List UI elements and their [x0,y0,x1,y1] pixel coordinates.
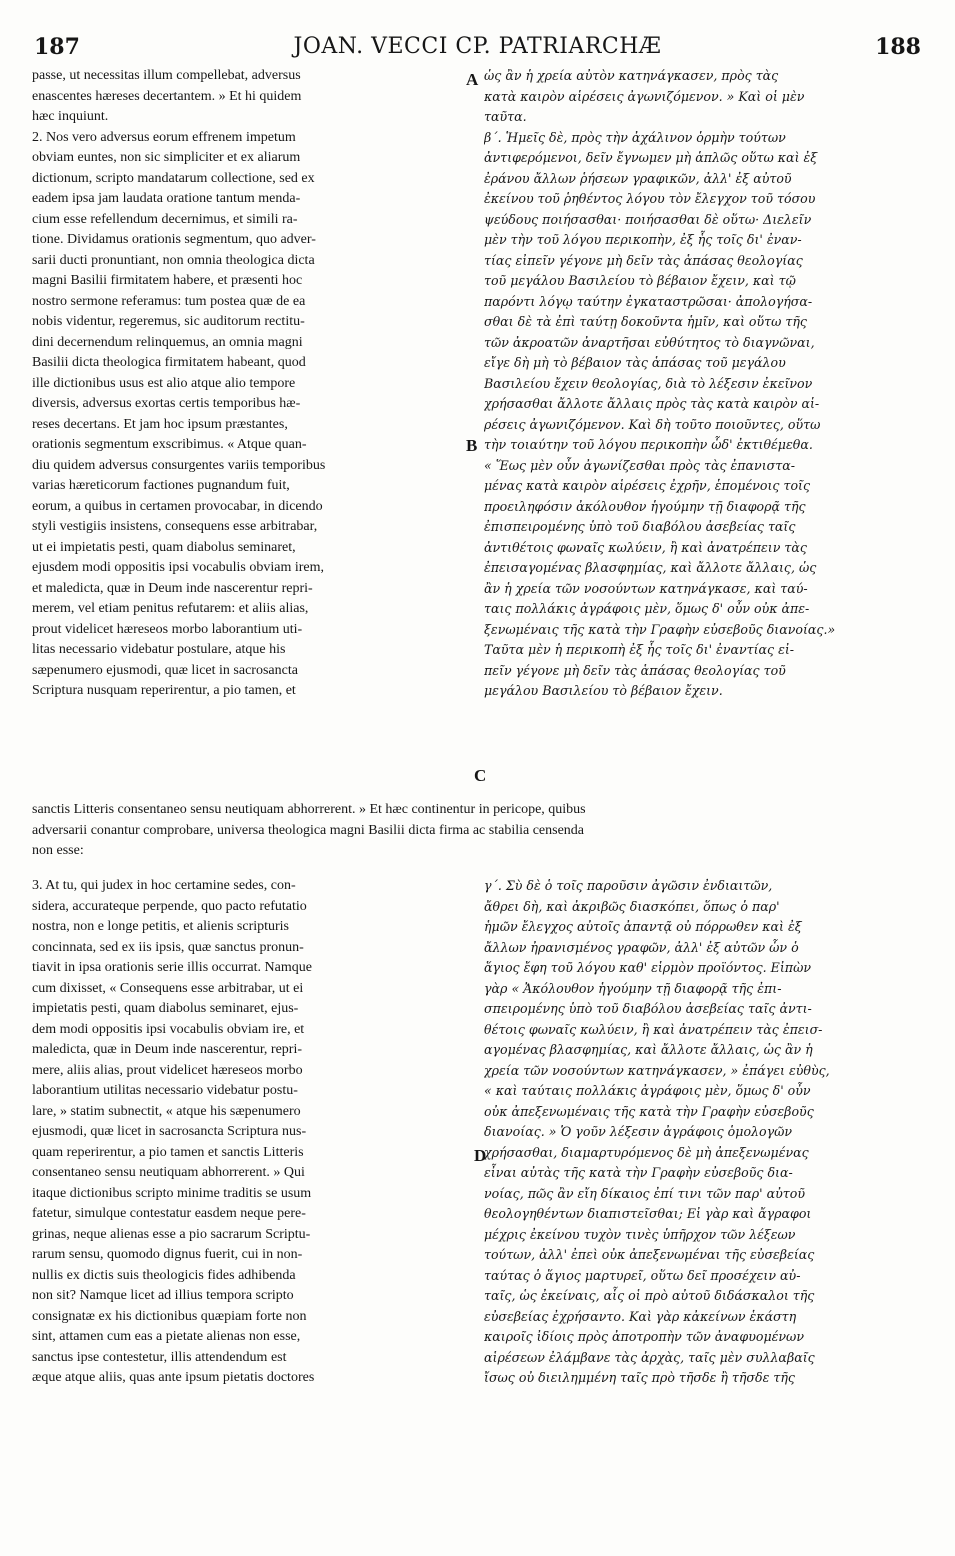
latin-text-line: tione. Dividamus orationis segmentum, quo adver- [32,232,316,247]
latin-text-line: reses decertans. Et jam hoc ipsum præstantes, [32,416,288,432]
latin-text-line: diversis, adversus exortas certis temporibus hæ- [32,396,301,411]
greek-text-line: μέχρις ἐκείνου τυχὸν τινὲς ὑπῆρχον τῶν λέξεων [484,1226,796,1242]
greek-text-line: αἱρέσεων ἐλάμβανε τὰς ἀρχὰς, ταῖς μὲν συλλαβαῖς [484,1349,815,1365]
greek-text-line: ἄθρει δὴ, καὶ ἀκριβῶς διασκόπει, ὅπως ὁ παρ' [484,898,780,914]
margin-letter-a: A [466,70,479,89]
greek-text-line: ρέσεις ἀγωνιζόμενον. Καὶ δὴ τοῦτο ποιοῦντες, οὕτω [484,416,821,432]
greek-text-line: προειληφόσιν ἀκόλουθον ἡγούμην τῇ διαφορᾷ τῆς [484,498,806,514]
greek-text-line: εἴγε δὴ μὴ τὸ βέβαιον τὰς ἁπάσας τοῦ μεγάλου [484,355,786,370]
latin-text-line: ejusdem modi oppositis ipsi vocabulis obviam irem, [32,560,325,575]
latin-text-line: fatetur, simulque contestatur easdem neque pere- [32,1206,306,1221]
greek-text-line: ἀντιθέτοις φωναῖς κωλύειν, ἢ καὶ ἀνατρέπειν τὰς [484,539,807,555]
greek-text-line: ταις πολλάκις ἀγράφοις μὲν, ὅμως δ' οὖν οὐκ ἀπε- [484,601,810,616]
latin-text-line: itaque dictionibus scripto minime traditis se usum [32,1185,312,1201]
latin-text-line: sint, attamen cum eas a pietate alienas non esse, [32,1329,301,1344]
latin-text-line: cium esse refellendum decernimus, et simili ra- [32,211,298,227]
latin-text-line: hæc inquiunt. [32,109,109,124]
latin-text-line: diu quidem adversus consurgentes variis temporibus [32,457,326,473]
latin-text-line: varias hæreticorum factiones pugnandum fuit, [32,478,290,493]
latin-text-line: nostro sermone referamus: tum postea quæ de ea [32,293,306,309]
latin-text-line: nullis ex dictis suis theologicis fides adhibenda [32,1267,296,1283]
latin-text-line: dini decernendum relinquemus, an omnia magni [32,334,303,350]
latin-text-line: non esse: [32,843,84,858]
greek-text-line: μεγάλου Βασιλείου τὸ βέβαιον ἔχειν. [484,683,723,698]
greek-text-line: τῶν ἀκροατῶν ἀναρτῆσαι εὐθύτητος τὸ διαγνῶναι, [484,334,815,350]
latin-text-line: cum dixisset, « Consequens esse arbitrabar, ut ei [32,980,304,996]
latin-column-top [32,66,474,702]
greek-text-line: ὡς ἂν ἡ χρεία αὐτὸν κατηνάγκασεν, πρὸς τὰς [484,68,779,83]
latin-text-line: consentaneo sensu neutiquam abhorrerent. » Qui [32,1165,305,1180]
greek-text-line: παρόντι λόγῳ ταύτην ἐγκαταστρῶσαι· ἀπολογήσα- [484,293,813,309]
greek-text-line: διανοίας. » Ὁ γοῦν λέξεσιν ἀγράφοις ὁμολογῶν [484,1124,793,1139]
greek-text-line: ἀντιφερόμενοι, δεῖν ἔγνωμεν μὴ ἁπλῶς οὕτω καὶ ἐξ [484,150,818,165]
greek-text-line: ἐκείνου τοῦ ῥηθέντος λόγου τὸν ἔλεγχον τοῦ τόσου [484,191,816,206]
latin-text-line: orationis segmentum exscribimus. « Atque quan- [32,437,307,452]
latin-text-line: dem modi oppositis ipsi vocabulis obviam ire, et [32,1021,305,1037]
latin-text-line: concinnata, sed ex iis ipsis, quæ sanctus pronun- [32,939,304,955]
latin-text-line: quam reperirentur, a pio tamen et sanctis Litteris [32,1144,304,1160]
latin-text-line: nobis videntur, regeremus, sic auditorum rectitu- [32,314,305,329]
page-number-left: 187 [34,34,80,60]
greek-text-line: τούτων, ἀλλ' ἐπεὶ οὐκ ἀπεξενωμέναι τῆς εὐσεβείας [484,1247,815,1262]
latin-text-line: sarii ducti pronuntiant, non omnia theologica dicta [32,252,315,268]
greek-column-bottom [484,876,926,1389]
latin-text-line: magni Basilii firmitatem habere, et præsenti hoc [32,273,303,288]
greek-text-line: Ταῦτα μὲν ἡ περικοπὴ ἐξ ἧς τοῖς δι' ἐναντίας εἰ- [484,642,795,657]
latin-text-line: eorum, a quibus in certamen provocabar, in dicendo [32,498,323,514]
latin-text-line: æque atque aliis, quas ante ipsum pietatis doctores [32,1370,315,1385]
latin-text-line: lare, » statim subnectit, « atque his sæpenumero [32,1103,301,1119]
latin-text-line: obviam euntes, non sic simpliciter et ex aliarum [32,150,301,165]
latin-text-line: passe, ut necessitas illum compellebat, adversus [32,68,301,83]
latin-text-line: nostra, non e longe petitis, et alienis scripturis [32,919,290,934]
latin-text-line: sæpenumero ejusmodi, quæ licet in sacrosancta [32,662,298,678]
latin-text-line: eadem ipsa jam laudata oratione tantum menda- [32,191,301,206]
greek-text-line: σπειρομένης ὑπὸ τοῦ διαβόλου ἀσεβείας ταῖς ἀντι- [484,1001,812,1016]
greek-text-line: ταῦτα. [484,109,527,124]
latin-text-line: ejusmodi, quæ licet in sacrosancta Scriptura nus- [32,1124,307,1139]
latin-text-line: maledicta, quæ in Deum inde nascerentur, repri- [32,1042,303,1057]
latin-text-line: 3. At tu, qui judex in hoc certamine sedes, con- [32,878,296,893]
latin-text-line: 2. Nos vero adversus eorum effrenem impetum [32,129,296,145]
greek-text-line: ἐπισπειρομένης ὑπὸ τοῦ διαβόλου ἀσεβείας ταῖς [484,519,796,534]
margin-letter-b: B [466,436,478,455]
greek-text-line: χρήσασθαι ἄλλοτε ἄλλαις πρὸς τὰς κατὰ καιρὸν αἱ- [484,396,820,411]
greek-text-line: ταύτας ὁ ἅγιος μαρτυρεῖ, οὕτω δεῖ προσέχειν αὐ- [484,1267,801,1283]
margin-letter-d: D [474,1146,487,1165]
latin-text-line: Basilii dicta theologica firmitatem habeant, quod [32,355,306,370]
greek-text-line: ψεύδους ποιήσασθαι· ποιήσασθαι δὲ οὕτω· Διελεῖν [484,211,812,227]
latin-text-line: sanctis Litteris consentaneo sensu neutiquam abhorrerent. » Et hæc continentur in pericope, quibus [32,802,586,817]
latin-text-line: enascentes hæreses decertantem. » Et hi quidem [32,88,302,104]
greek-text-line: ἡμῶν ἔλεγχος αὐτοῖς ἀπαντᾷ οὐ πόρρωθεν καὶ ἐξ [484,919,802,934]
greek-text-line: « Ἕως μὲν οὖν ἀγωνίζεσθαι πρὸς τὰς ἐπανιστα- [484,457,795,473]
page-header [30,34,925,64]
greek-text-line: β΄. Ἡμεῖς δὲ, πρὸς τὴν ἀχάλινον ὁρμὴν τούτων [484,129,786,145]
latin-column-bottom [32,876,474,1389]
greek-text-line: τοῦ μεγάλου Βασιλείου τὸ βέβαιον ἔχειν, καὶ τῷ [484,273,796,288]
latin-text-line: non sit? Namque licet ad illius tempora scripto [32,1288,294,1303]
latin-text-line: sidera, accurateque perpende, quo pacto refutatio [32,898,307,914]
latin-text-line: tiavit in ipsa orationis serie illis occurrat. Namque [32,960,312,975]
greek-text-line: οὐκ ἀπεξενωμέναις τῆς κατὰ τὴν Γραφὴν εὐσεβοῦς [484,1103,814,1119]
greek-text-line: « καὶ ταύταις πολλάκις ἀγράφοις μὲν, ὅμως δ' οὖν [484,1083,811,1098]
latin-text-line: mere, aliis alias, prout videlicet hæreseos morbo [32,1062,303,1078]
full-width-text [32,800,924,862]
greek-text-line: γ΄. Σὺ δὲ ὁ τοῖς παροῦσιν ἀγῶσιν ἐνδιαιτῶν, [484,878,773,893]
greek-text-line: πεῖν γέγονε μὴ δεῖν τὰς ἁπάσας θεολογίας τοῦ [484,662,786,678]
latin-text-line: ille dictionibus usus est alio atque alio tempore [32,375,296,391]
latin-text-line: prout videlicet hæreseos morbo laborantium uti- [32,621,303,637]
latin-text-line: rarum sensu, quomodo dignus fuerit, cui in non- [32,1247,303,1262]
greek-text-line: ταῖς, ὡς ἐκείναις, αἷς οἱ πρὸ αὐτοῦ διδάσκαλοι τῆς [484,1288,815,1303]
greek-text-line: ἴσως οὐ διειλημμένη ταῖς πρὸ τῆσδε ἢ τῆσδε τῆς [484,1370,795,1385]
latin-text-line: sanctus ipse contestetur, illis attendendum est [32,1349,287,1365]
latin-text-line: et maledicta, quæ in Deum inde nascerentur repri- [32,580,313,596]
greek-text-line: θεολογηθέντων διαπιστεῖσθαι; Εἰ γὰρ καὶ ἄγραφοι [484,1206,812,1221]
latin-text-line: impietatis pesti, quam diabolus seminaret, ejus- [32,1001,299,1016]
greek-text-line: ξενωμέναις τῆς κατὰ τὴν Γραφὴν εὐσεβοῦς διανοίας.» [484,621,836,637]
greek-text-line: ἐπεισαγομένας βλασφημίας, καὶ ἄλλοτε ἄλλαις, ὡς [484,560,817,575]
greek-text-line: θέτοις φωναῖς κωλύειν, ἢ καὶ ἀνατρέπειν τὰς ἐπεισ- [484,1021,823,1037]
greek-text-line: εἶναι αὐτὰς τῆς κατὰ τὴν Γραφὴν εὐσεβοῦς δια- [484,1165,793,1180]
greek-text-line: χρεία τῶν νοσούντων κατηνάγκασεν, » ἐπάγει εὐθὺς, [484,1062,830,1078]
page-number-right: 188 [875,34,921,60]
latin-text-line: Scriptura nusquam reperirentur, a pio tamen, et [32,683,296,698]
greek-text-line: καιροῖς ἰδίοις πρὸς ἀποτροπὴν τῶν ἀναφυομένων [484,1329,804,1344]
greek-text-line: ἂν ἡ χρεία τῶν νοσούντων κατηνάγκασε, καὶ ταύ- [484,580,808,596]
greek-column-top [484,66,926,702]
greek-text-line: ἄλλων ἠρανισμένος γραφῶν, ἀλλ' ἐξ αὐτῶν ὧν ὁ [484,939,799,955]
greek-text-line: μένας κατὰ καιρὸν αἱρέσεις ἐχρῆν, ἑπομένοις τοῖς [484,478,811,493]
greek-text-line: Βασιλείου ἔχειν θεολογίας, διὰ τὸ λέξεσιν ἐκεῖνον [484,375,813,391]
latin-text-line: consignatæ ex his dictionibus quæpiam forte non [32,1308,307,1324]
greek-text-line: τὴν τοιαύτην τοῦ λόγου περικοπὴν ὧδ' ἐκτιθέμεθα. [484,437,813,452]
running-title: JOAN. VECCI CP. PATRIARCHÆ [293,34,662,59]
greek-text-line: εὐσεβείας ἐχρήσαντο. Καὶ γὰρ κἀκείνων ἑκάστη [484,1308,797,1324]
latin-text-line: ut ei impietatis pesti, quam diabolus seminaret, [32,539,296,555]
latin-text-line: grinas, neque alienas esse a pio sacrarum Scriptu- [32,1226,311,1242]
greek-text-line: μὲν τὴν τοῦ λόγου περικοπὴν, ἐξ ἧς τοῖς δι' ἐναν- [484,232,802,247]
latin-text-line: adversarii conantur comprobare, universa theologica magni Basilii dicta firma ac stabilia censenda [32,822,585,838]
latin-text-line: merem, vel etiam penitus refutarem: et aliis alias, [32,601,309,616]
latin-text-line: styli vestigiis insistens, consequens esse arbitrabar, [32,519,318,534]
greek-text-line: κατὰ καιρὸν αἱρέσεις ἀγωνιζόμενον. » Καὶ οἱ μὲν [484,88,805,104]
greek-text-line: σθαι δὲ τὰ ἐπὶ ταύτῃ δοκοῦντα ἡμῖν, καὶ οὕτω τῆς [484,314,807,329]
greek-text-line: τίας εἰπεῖν γέγονε μὴ δεῖν τὰς ἁπάσας θεολογίας [484,252,803,268]
greek-text-line: γὰρ « Ἀκόλουθον ἡγούμην τῇ διαφορᾷ τῆς ἐπι- [484,980,782,996]
latin-text-line: dictionum, scripto mandatarum collectione, sed ex [32,170,315,186]
latin-text-line: laborantium utilitas necessario videbatur postu- [32,1083,298,1098]
greek-text-line: χρήσασθαι, διαμαρτυρόμενος δὲ μὴ ἀπεξενωμένας [484,1144,809,1160]
margin-letter-c: C [474,766,487,785]
latin-text-line: litas necessario videbatur postulare, atque his [32,642,286,657]
greek-text-line: ἅγιος ἔφη τοῦ λόγου καθ' εἱρμὸν προϊόντος. Εἰπὼν [484,960,811,975]
greek-text-line: αγομένας βλασφημίας, καὶ ἄλλοτε ἄλλαις, ὡς ἂν ἡ [484,1042,813,1057]
greek-text-line: νοίας, πῶς ἂν εἴη δίκαιος ἐπί τινι τῶν παρ' αὐτοῦ [484,1185,805,1201]
greek-text-line: ἐράνου ἄλλων ῥήσεων γραφικῶν, ἀλλ' ἐξ αὐτοῦ [484,170,792,186]
